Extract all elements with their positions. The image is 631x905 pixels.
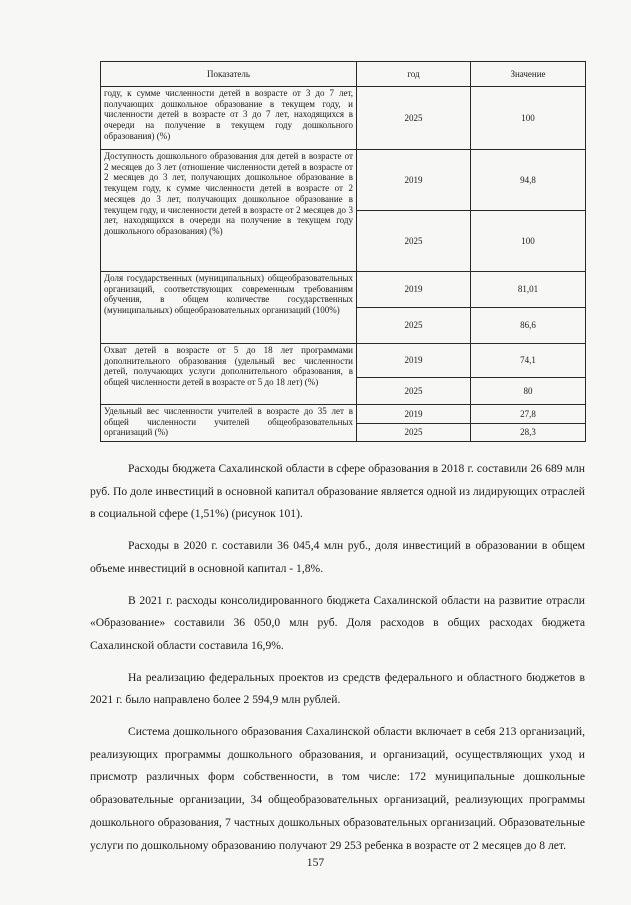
value-cell: 100	[471, 87, 586, 150]
paragraph: Расходы в 2020 г. составили 36 045,4 млн руб., доля инвестиций в образовании в общем объеме инвестиций в основной капитал - 1,8%.	[90, 539, 585, 575]
indicator-description: Доступность дошкольного образования для детей в возрасте от 2 месяцев до 3 лет (отношение численности детей в возрасте от 2 месяцев до 3 лет, получающих дошкольное образование в текущем году, к сумме численности детей в возрасте от 2 месяцев до 3 лет, получающих дошкольное образование в текущем году, и численности детей в возрасте от 2 месяцев до 3 лет, находящихся в очереди на получение в текущем году дошкольного образования) (%)	[101, 150, 357, 272]
value-cell: 81,01	[471, 272, 586, 308]
page-number: 157	[306, 856, 325, 869]
header-value: Значение	[471, 62, 586, 87]
table-row	[101, 150, 586, 211]
indicators-table	[100, 61, 586, 442]
value-cell: 27,8	[471, 405, 586, 424]
year-cell: 2025	[357, 308, 471, 344]
indicator-description: Охват детей в возрасте от 5 до 18 лет программами дополнительного образования (удельный вес численности детей, получающих услуги дополнительного образования, в общей численности детей в возрасте от 5 до 18 лет) (%)	[101, 344, 357, 405]
table-row	[101, 272, 586, 308]
indicator-description: году, к сумме численности детей в возрасте от 3 до 7 лет, получающих дошкольное образование в текущем году, и численности детей в возрасте от 3 до 7 лет, находящихся в очереди на получение в текущем году дошкольного образования) (%)	[101, 87, 357, 150]
year-cell: 2019	[357, 272, 471, 308]
indicator-description: Доля государственных (муниципальных) общеобразовательных организаций, соответствующих современным требованиям обучения, в общем количестве государственных (муниципальных) общеобразовательных организаций (100%)	[101, 272, 357, 344]
paragraph: Система дошкольного образования Сахалинской области включает в себя 213 организаций, реализующих программы дошкольного образования, и организаций, осуществляющих уход и присмотр различных форм собственности, в том числе: 172 муниципальные дошкольные образовательные организации, 34 общеобразовательных организаций, реализующих программы дошкольного образования, 7 частных дошкольных образовательных организаций. Образовательные услуги по дошкольному образованию получают 29 253 ребенка в возрасте от 2 месяцев до 8 лет.	[90, 725, 585, 852]
value-cell: 86,6	[471, 308, 586, 344]
paragraph: Расходы бюджета Сахалинской области в сфере образования в 2018 г. составили 26 689 млн руб. По доле инвестиций в основной капитал образование является одной из лидирующих отраслей в социальной сфере (1,51%) (рисунок 101).	[90, 462, 585, 521]
value-cell: 74,1	[471, 344, 586, 378]
paragraph: На реализацию федеральных проектов из средств федерального и областного бюджетов в 2021 г. было направлено более 2 594,9 млн рублей.	[90, 670, 585, 707]
value-cell: 28,3	[471, 424, 586, 442]
header-year: год	[357, 62, 471, 87]
year-cell: 2025	[357, 211, 471, 272]
year-cell: 2025	[357, 424, 471, 442]
table-header-row	[101, 62, 586, 87]
table-row	[101, 87, 586, 150]
indicator-description: Удельный вес численности учителей в возрасте до 35 лет в общей численности учителей общеобразовательных организаций (%)	[101, 405, 357, 442]
value-cell: 80	[471, 378, 586, 405]
table-row	[101, 405, 586, 424]
year-cell: 2019	[357, 150, 471, 211]
year-cell: 2025	[357, 87, 471, 150]
year-cell: 2019	[357, 344, 471, 378]
header-indicator: Показатель	[101, 62, 357, 87]
value-cell: 100	[471, 211, 586, 272]
paragraph: В 2021 г. расходы консолидированного бюджета Сахалинской области на развитие отрасли «Образование» составили 36 050,0 млн руб. Доля расходов в общих расходах бюджета Сахалинской области составила 16,9%.	[90, 593, 585, 652]
table-row	[101, 344, 586, 378]
year-cell: 2019	[357, 405, 471, 424]
body-text	[90, 458, 585, 866]
year-cell: 2025	[357, 378, 471, 405]
value-cell: 94,8	[471, 150, 586, 211]
